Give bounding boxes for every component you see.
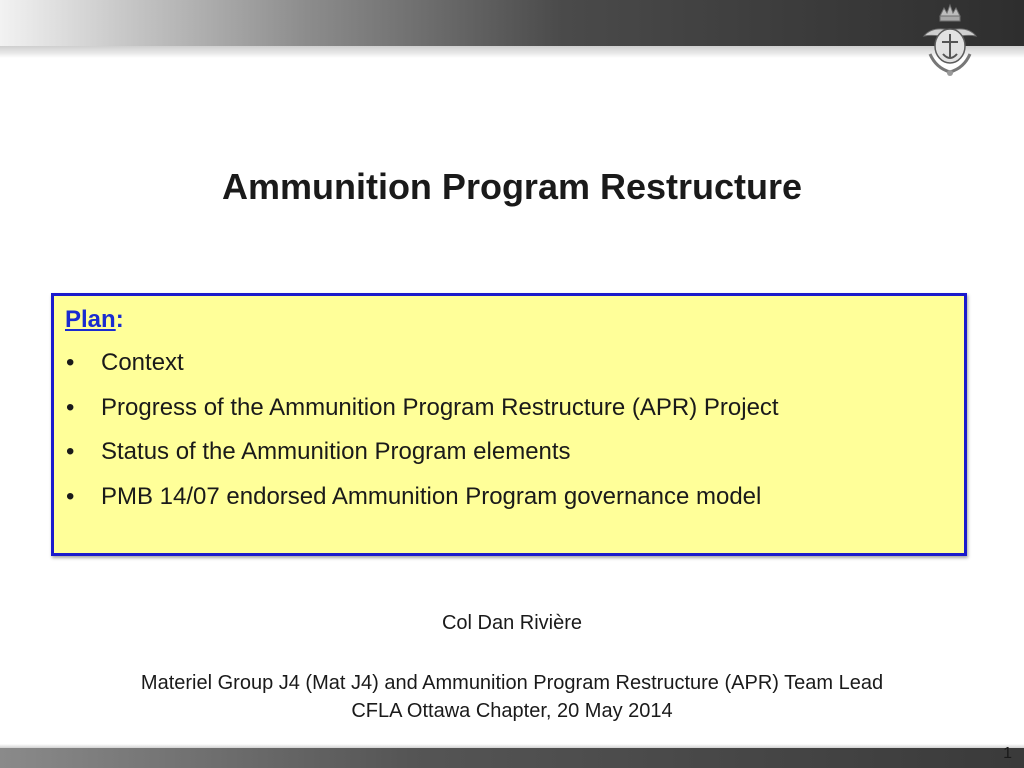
- plan-list-item: [54, 348, 779, 393]
- plan-item-text: Context: [101, 349, 184, 376]
- plan-item-text: PMB 14/07 endorsed Ammunition Program governance model: [101, 482, 762, 510]
- plan-list-item: [54, 393, 779, 438]
- affiliation-line-1: Materiel Group J4 (Mat J4) and Ammunition Program Restructure (APR) Team Lead: [140, 672, 884, 694]
- canadian-forces-emblem-icon: [918, 2, 982, 80]
- footer-bar: [0, 748, 1024, 768]
- header-bar-shine: [0, 46, 1024, 58]
- plan-list-item: [54, 437, 779, 482]
- bullet: •: [66, 393, 75, 421]
- plan-box: [51, 293, 967, 556]
- plan-heading: [65, 306, 124, 334]
- header-bar: [0, 0, 1024, 46]
- plan-item-text: Progress of the Ammunition Program Restructure (APR) Project: [101, 393, 779, 421]
- bullet: •: [66, 349, 75, 376]
- plan-heading-label: Plan: [65, 306, 116, 333]
- slide-title: Ammunition Program Restructure: [221, 166, 803, 207]
- presenter-name: Col Dan Rivière: [441, 612, 583, 634]
- bullet: •: [66, 438, 75, 465]
- page-number: 1: [1003, 745, 1012, 762]
- plan-heading-colon: :: [115, 306, 124, 333]
- plan-item-text: Status of the Ammunition Program elements: [101, 438, 571, 465]
- affiliation-line-2: CFLA Ottawa Chapter, 20 May 2014: [351, 700, 673, 722]
- bullet: •: [66, 482, 75, 510]
- plan-list: [54, 348, 779, 526]
- plan-list-item: [54, 482, 779, 527]
